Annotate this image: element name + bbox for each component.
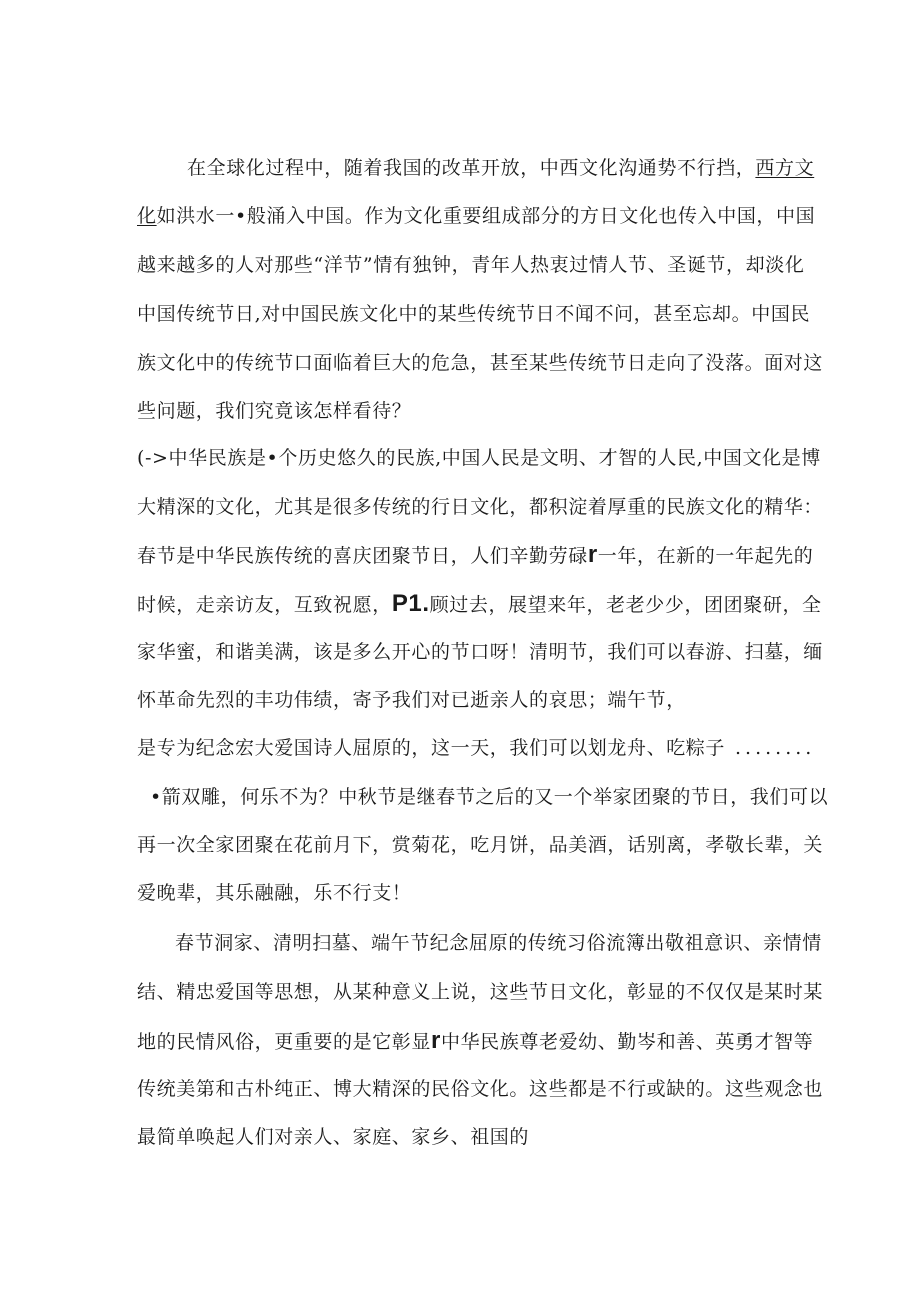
p2-line-7 xyxy=(137,736,815,760)
p3-line-3-text-b: 中华民族尊老爱幼、勤岑和善、英勇才智等 xyxy=(440,1031,814,1053)
p2-line-8: •箭双雕，何乐不为？中秋节是继春节之后的又一个举家团聚的节日，我们可以 xyxy=(150,786,829,808)
p2-line-7-text: 是专为纪念宏大爱国诗人屈原的，这一天，我们可以划龙舟、吃粽子 xyxy=(137,737,726,759)
p2-line-9: 再一次全家团聚在花前月下，赏菊花，吃月饼，品美酒，话别离，孝敬长辈，关 xyxy=(137,834,824,856)
p2-line-10: 爱晚辈，其乐融融，乐不行支！ xyxy=(137,882,412,904)
ellipsis: ........ xyxy=(735,737,816,759)
p2-line-1: (->中华民族是•个历史悠久的民族,中国人民是文明、才智的人民,中国文化是博 xyxy=(137,447,821,469)
p1-line-5: 族文化中的传统节口面临着巨大的危急，甚至某些传统节日走向了没落。面对这 xyxy=(137,352,824,374)
p2-line-4 xyxy=(137,592,822,617)
p2-line-3 xyxy=(137,543,813,568)
p3-line-3 xyxy=(137,1029,813,1054)
p3-line-2: 结、精忠爱国等思想，从某种意义上说，这些节日文化，彰显的不仅仅是某时某 xyxy=(137,981,824,1003)
p2-line-4-text-b: 顾过去，展望来年，老老少少，团团聚研，全 xyxy=(429,594,822,616)
underlined-term-continued: 化 xyxy=(137,205,157,227)
p2-line-5: 家华蜜，和谐美满，该是多么开心的节口呀！清明节，我们可以春游、扫墓，缅 xyxy=(137,641,824,663)
p2-line-2: 大精深的文化，尤其是很多传统的行日文化，都积淀着厚重的民族文化的精华： xyxy=(137,496,824,518)
p1-line-2-text: 如洪水一•般涌入中国。作为文化重要组成部分的方日文化也传入中国，中国 xyxy=(156,205,816,227)
p1-line-3: 越来越多的人对那些“洋节”情有独钟，青年人热衷过情人节、圣诞节，却淡化 xyxy=(137,254,805,276)
p3-line-1: 春节洞家、清明扫墓、端午节纪念屈原的传统习俗流簿出敬祖意识、亲情情 xyxy=(175,932,822,954)
p3-line-5: 最简单唤起人们对亲人、家庭、家乡、祖国的 xyxy=(137,1126,530,1148)
ocr-artifact-p1: P1. xyxy=(391,590,430,617)
p2-line-3-text-a: 春节是中华民族传统的喜庆团聚节日，人们辛勤劳碌 xyxy=(137,545,588,567)
p1-line-6: 些问题，我们究竟该怎样看待？ xyxy=(137,400,412,422)
p3-line-4: 传统美第和古朴纯正、博大精深的民俗文化。这些都是不行或缺的。这些观念也 xyxy=(137,1078,824,1100)
underlined-term: 西方文 xyxy=(755,157,815,179)
p1-line-1-text: 在全球化过程中，随着我国的改革开放，中西文化沟通势不行挡， xyxy=(187,157,756,179)
p2-line-6: 怀革命先烈的丰功伟绩，寄予我们对已逝亲人的哀思；端午节， xyxy=(137,689,686,711)
p1-line-2 xyxy=(137,204,815,228)
p1-line-1 xyxy=(187,156,814,180)
p2-line-3-text-b: 一年，在新的一年起先的 xyxy=(597,545,814,567)
ocr-artifact-r: r xyxy=(587,541,598,568)
p2-line-4-text-a: 时候，走亲访友，互致祝愿， xyxy=(137,594,392,616)
p3-line-3-text-a: 地的民情风俗，更重要的是它彰显 xyxy=(137,1031,432,1053)
p1-line-4: 中国传统节日,对中国民族文化中的某些传统节日不闻不问，甚至忘却。中国民 xyxy=(137,303,811,325)
ocr-artifact-r: r xyxy=(431,1027,441,1054)
